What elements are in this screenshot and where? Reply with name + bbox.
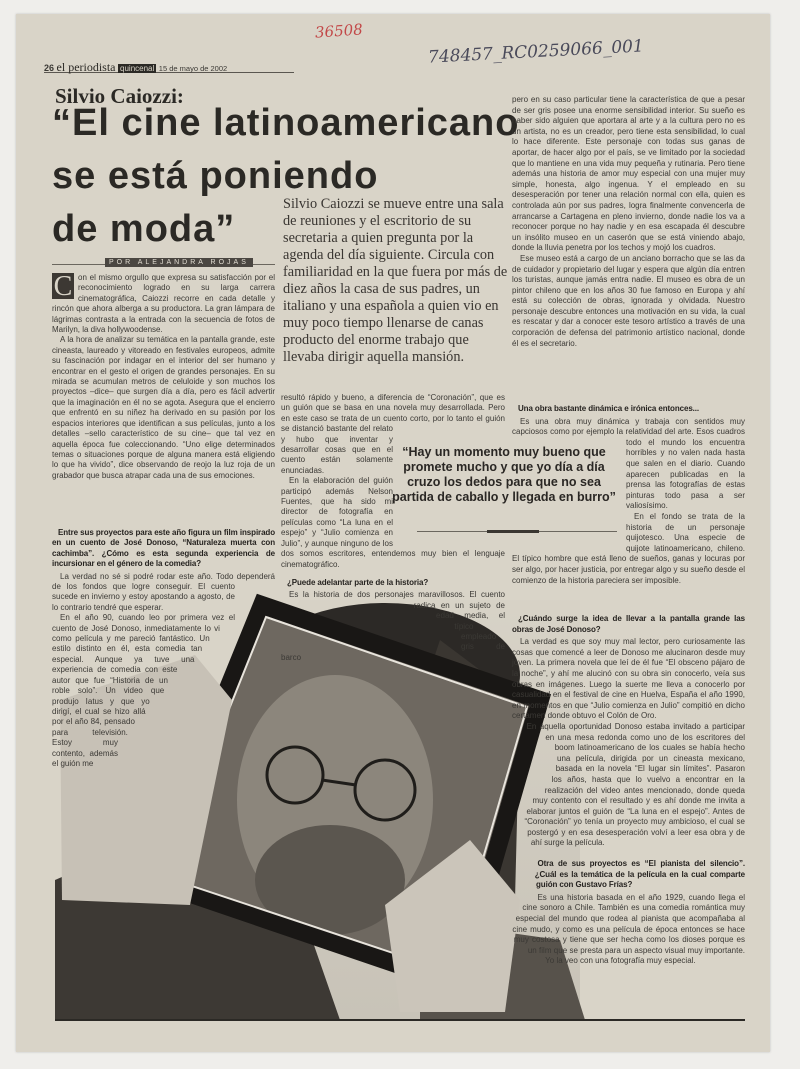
paragraph: Es una obra muy dinámica y trabaja con sentidos muy capciosos como por ejemplo la relatividad del arte. Esos cuadros todo el mundo los encuentra horribles y no valen nada hasta que salen en el diario. Cuando aparecen publicadas en la prensa las fotografías de estas pinturas todo pasa a ser valiosísimo. xyxy=(512,416,745,511)
paragraph: En el fondo se trata de la historia de un personaje quijotesco. Una especie de quijote latinoamericano, chileno. El típico hombre que está lleno de sueños, ganas y locuras por ser algo, por hacer justicia, por entregar algo y su sueño desde el comienzo de la historia pareciera ser imposible. xyxy=(512,511,745,585)
left-column-interview xyxy=(52,522,275,772)
drop-cap: C xyxy=(53,271,73,302)
intro-paragraph: Silvio Caiozzi se mueve entre una sala de reuniones y el escritorio de su secretaria a quien pregunta por la agenda del día siguiente. Circula con familiaridad en la que fuera por más de diez años la casa de sus padres, un italiano y una española a quien vio en muy poco tiempo llenarse de canas producto del enorme trabajo que llevaba dirigir aquella mansión. xyxy=(283,196,508,365)
pull-quote: “Hay un momento muy bueno que promete mucho y que yo día a día cruzo los dedos para que no sea partida de caballo y llegada en burro” xyxy=(392,445,616,504)
question: ¿Puede adelantar parte de la historia? xyxy=(287,578,429,587)
paragraph: Es una historia basada en el año 1929, cuando llega el cine sonoro a Chile. También es una comedia romántica muy especial del mundo que rodea al pianista que acompañaba al cine mudo, y como es una película de época entonces se hace muy costosa y tiene que ser hecha como los dioses porque es un film que se presta para un aspecto visual muy importante. Yo la veo con una fotografía muy especial. xyxy=(512,892,745,966)
left-column-intro xyxy=(52,273,275,481)
paragraph: Es la historia de dos personajes maravillosos. El cuento radica en un sujeto de edad media, el típico empleado gris de barco xyxy=(281,590,505,662)
paragraph: En el año 90, cuando leo por primera vez el cuento de José Donoso, inmediatamente lo vi como película y me pareció fantástico. Un estilo distinto en él, esta comedia tan especial. Aunque ya tuve una experiencia de comedia con este autor que fue “Historia de un roble solo”. Un video que produjo Iatus y que yo dirigí, el cual se hizo allá por el año 84, pensado para televisión. Estoy muy contento, además el guión me xyxy=(52,613,235,768)
edition-label: quincenal xyxy=(120,64,155,73)
issue-date: 15 de mayo de 2002 xyxy=(158,64,228,73)
paragraph: La verdad no sé si podré rodar este año. Todo dependerá de los fondos que logre conseguir. El cuento sucede en invierno y estoy apostando a agosto, de lo contrario tendré que esperar. xyxy=(52,571,275,612)
handwritten-red-number: 36508 xyxy=(314,20,364,42)
kicker: Silvio Caiozzi: xyxy=(55,84,184,108)
paragraph: Ese museo está a cargo de un anciano borracho que se las da de cuidador y propietario del lugar y espera que algún día entren los turistas, aunque jamás entra nadie. El museo es obra de un pintor chileno que en los años 30 fue famoso en Europa y ahí está su colección de obras, ignorada y olvidada. Nuestro personaje descubre entonces una motivación en su vida, la cual es rescatar y dar a conocer este tesoro artístico a través de una corporación de defensa del patrimonio artístico nacional, donde él es el secretario. xyxy=(512,253,745,348)
right-column-middle xyxy=(512,398,745,586)
right-column-top xyxy=(512,95,745,349)
question: Otra de sus proyectos es “El pianista del silencio”. ¿Cuál es la temática de la película en la cual comparte guión con Gustavo Frías? xyxy=(534,859,745,890)
paragraph: La verdad es que soy muy mal lector, pero curiosamente las cosas que comencé a leer de Donoso me alucinaron desde muy joven. La primera novela que leí de él fue “El obsceno pájaro de la noche”, y ahí me alucinó con su obra sin conocerlo, veía sus obras en imágenes. Luego la suerte me lleva a conocerlo por casualidad en el festival de cine en Huelva, España el año 1990, en momentos en que “Julio comienza en Julio” compitió en dicho certamen donde obtuvo el Colón de Oro. xyxy=(512,637,745,721)
handwritten-archive-code: 748457_RC0259066_001 xyxy=(427,36,645,68)
paragraph: En aquella oportunidad Donoso estaba invitado a participar en una mesa redonda como uno de los escritores del boom latinoamericano de los cuales se había hecho una película, dirigida por un cineasta mexicano, basada en la novela “El lugar sin límites”. Pasaron los años, hasta que lo vuelvo a encontrar en la realización del video antes mencionado, donde queda muy contento con el resultado y es ahí donde me invita a elaborar juntos el guión de “La luna en el espejo”. Antes de “Coronación” yo tenía un proyecto muy ambicioso, el cual se postergó y en esa desesperación volví a leer esa obra y de ahí surge la película. xyxy=(524,721,745,848)
publication-name: el periodista xyxy=(56,60,116,74)
byline: POR ALEJANDRA ROJAS xyxy=(105,258,253,267)
right-column-bottom xyxy=(512,608,745,1013)
paragraph: resultó rápido y bueno, a diferencia de “Coronación”, que es un guión que se basa en una novela muy desarrollada. Pero en este caso se trata de un cuento corto, por lo tanto el guión se distanció bastante del relato y hubo que inventar y desarrollar cosas que en el cuento están solamente enunciadas. xyxy=(281,393,505,475)
question: Una obra bastante dinámica e irónica entonces... xyxy=(518,404,700,413)
paragraph: En la elaboración del guión participó además Nelson Fuentes, que ha sido mi director de fotografía en películas como “La luna en el espejo” y “Julio comienza en Julio”, y aunque ninguno de los dos somos escritores, entendemos muy bien el lenguaje cinematográfico. xyxy=(281,476,505,569)
headline-line-2: se está poniendo xyxy=(52,155,379,197)
question: Entre sus proyectos para este año figura un film inspirado en un cuento de José Donoso, “Naturaleza muerta con cachimba”. ¿Cómo es esta segunda experiencia de incursionar en el género de la comedia? xyxy=(52,528,275,569)
paragraph: A la hora de analizar su temática en la pantalla grande, este cineasta, laureado y vitoreado en festivales europeos, admite su fascinación por indagar en el interior del ser humano y encontrar en el gesto el origen de grandes personajes. En su mirada se acumulan metros de celuloide y son muchos los proyectos –dice– que surgen día a día, pero es fácil advertir que la imaginación en él no se agota. Asegura que el encierro que enfrentó en su niñez ha derivado en su pasión por los espacios interiores que identifican a sus películas, junto a los detalles –sello característico de su cine– que tal vez en aquella época fue coleccionando. “Uno elige determinados temas o situaciones porque de alguna manera está eligiendo lo que ha vivido”, dice observando de reojo la luz roja de un grabador que busca atrapar cada una de sus emociones. xyxy=(52,335,275,480)
question: ¿Cuándo surge la idea de llevar a la pantalla grande las obras de José Donoso? xyxy=(512,614,745,634)
headline-line-1: “El cine latinoamericano xyxy=(52,102,520,144)
paragraph: on el mismo orgullo que expresa su satisfacción por el reconocimiento logrado en su larga carrera cinematográfica, Caiozzi recorre en cada detalle y rincón que ahora alberga a su productora. La gran lámpara de lágrimas contrasta a la entrada con la secuencia de fotos de Marilyn, la diva hollywoodense. xyxy=(52,273,275,335)
middle-column-question xyxy=(281,578,505,663)
page-header xyxy=(44,60,294,73)
headline-line-3: de moda” xyxy=(52,208,236,250)
page-number: 26 xyxy=(44,63,55,73)
paragraph: pero en su caso particular tiene la característica de que a pesar de ser gris posee una enorme sensibilidad interior. Su sueño es haber sido alguien que aportara al arte y a la cultura pero no es un artista, no es un creador, pero tiene esta sensibilidad, lo cual lo hace diferente. Este personaje con todas sus ganas de aportar, de hacer algo por el país, se ve limitado por la sociedad que lo mantiene en una vida muy pequeña y rutinaria. Pero tiene además una historia de amor muy especial con una mujer muy simple, honesta, algo ingenua. Y el empleado en su desesperación por tener una relación normal con ella, quien es controlada aún por sus padres, logra finalmente convencerla de arrancarse a Cartagena en pleno invierno, donde nadie los va a reconocer porque no hay nadie y en esa escapada él descubre un insólito museo en un caserón que se está viniendo abajo, donde la lluvia penetra por los techos y mojó los cuadros. xyxy=(512,95,745,253)
